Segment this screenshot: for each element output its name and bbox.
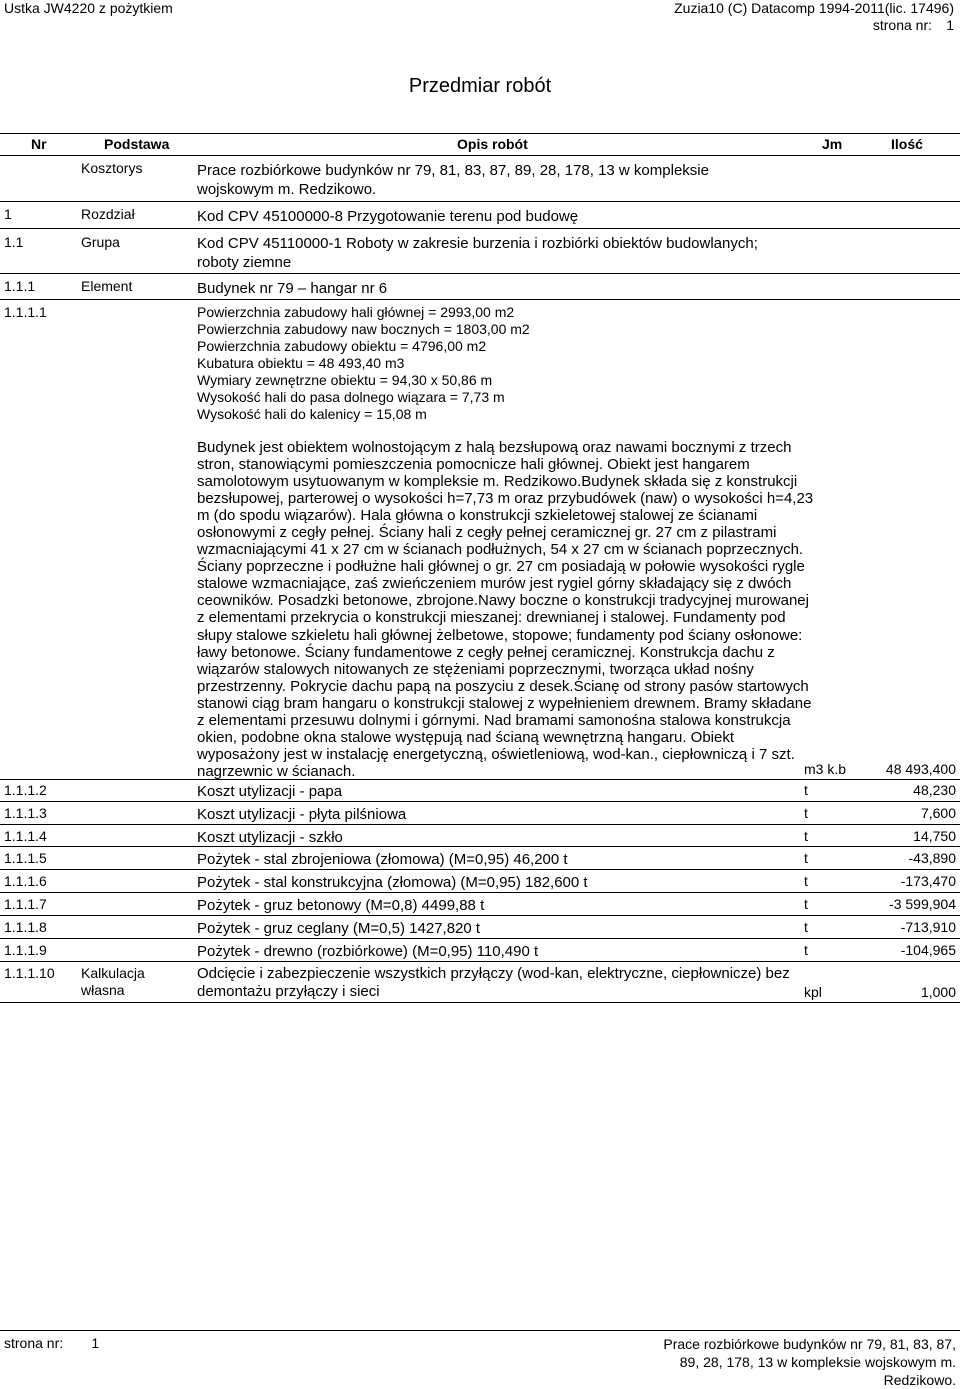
column-header-jm: Jm bbox=[822, 136, 843, 152]
row-ilosc: 1,000 bbox=[920, 984, 956, 1000]
description-line: m (do spodu wiązarów). Hala główna o konstrukcji szkieletowej stalowej ze ścianami bbox=[197, 507, 758, 525]
column-header-podstawa: Podstawa bbox=[104, 136, 170, 152]
footer-rule bbox=[0, 1330, 960, 1331]
row-ilosc: 48,230 bbox=[913, 782, 956, 798]
description-line: samolotowym usytuowanym w kompleksie m. Redzikowo.Budynek składa się z konstrukcji bbox=[197, 473, 798, 491]
row-opis: Pożytek - stal konstrukcyjna (złomowa) (M=0,95) 182,600 t bbox=[197, 874, 588, 891]
row-podstawa: Element bbox=[81, 278, 133, 294]
footer-page-number bbox=[4, 1335, 99, 1352]
header-page-value: 1 bbox=[946, 17, 954, 33]
row-ilosc: 14,750 bbox=[913, 828, 956, 844]
column-header-ilosc: Ilość bbox=[891, 136, 923, 152]
description-line: bezsłupowej, parterowej o wysokości h=7,73 m oraz przybudówek (naw) o wysokości h=4,23 bbox=[197, 490, 814, 508]
description-line: słupy stalowe szkieletu hali głównej żelbetowe, stopowe; fundamenty pod ściany osłonowe: bbox=[197, 626, 803, 644]
footer-page-value: 1 bbox=[91, 1335, 100, 1351]
footer-title-line: Prace rozbiórkowe budynków nr 79, 81, 83, 87, bbox=[663, 1336, 956, 1352]
row-opis: Pożytek - gruz ceglany (M=0,5) 1427,820 t bbox=[197, 920, 481, 937]
header-page-label: strona nr: bbox=[872, 17, 932, 33]
row-podstawa: Kosztorys bbox=[81, 160, 143, 176]
row-divider bbox=[0, 915, 960, 916]
description-line: wiązarów stalowych nitowanych ze stężeniami poprzecznymi, tworząca układ nośny bbox=[197, 660, 754, 678]
row-nr: 1.1.1.5 bbox=[4, 850, 47, 866]
row-opis-line: Odcięcie i zabezpieczenie wszystkich przyłączy (wod-kan, elektryczne, ciepłownicze) bez bbox=[197, 965, 790, 982]
row-jm: t bbox=[804, 873, 808, 889]
row-ilosc: 7,600 bbox=[920, 805, 956, 821]
table-top-rule bbox=[0, 133, 960, 134]
row-nr: 1.1.1.7 bbox=[4, 896, 47, 912]
row-ilosc: -173,470 bbox=[900, 873, 956, 889]
row-divider bbox=[0, 299, 960, 300]
row-podstawa: Rozdział bbox=[81, 206, 135, 222]
parameter-line: Wymiary zewnętrzne obiektu = 94,30 x 50,86 m bbox=[197, 372, 493, 388]
parameter-line: Powierzchnia zabudowy obiektu = 4796,00 m2 bbox=[197, 338, 487, 354]
row-ilosc: -104,965 bbox=[900, 942, 956, 958]
row-nr: 1.1.1.4 bbox=[4, 828, 47, 844]
column-header-nr: Nr bbox=[31, 136, 47, 152]
row-ilosc: -43,890 bbox=[908, 850, 956, 866]
row-divider bbox=[0, 938, 960, 939]
row-divider bbox=[0, 273, 960, 274]
row-divider bbox=[0, 892, 960, 893]
table-bottom-rule bbox=[0, 1002, 960, 1003]
description-line: z elementami przekrycia o konstrukcji mieszanej: drewnianej i stalowej. Fundamenty pod bbox=[197, 609, 786, 627]
row-nr: 1.1.1.2 bbox=[4, 782, 47, 798]
row-divider bbox=[0, 846, 960, 847]
row-opis: Koszt utylizacji - płyta pilśniowa bbox=[197, 806, 407, 823]
row-nr: 1.1.1.1 bbox=[4, 304, 47, 320]
row-jm: t bbox=[804, 919, 808, 935]
row-opis: Koszt utylizacji - papa bbox=[197, 783, 343, 800]
header-right-text: Zuzia10 (C) Datacomp 1994-2011(lic. 17496) bbox=[674, 0, 954, 16]
row-divider bbox=[0, 201, 960, 202]
row-divider bbox=[0, 801, 960, 802]
column-header-opis: Opis robót bbox=[457, 136, 528, 152]
parameter-line: Powierzchnia zabudowy hali głównej = 2993,00 m2 bbox=[197, 304, 515, 320]
row-parameters bbox=[197, 304, 787, 423]
row-nr: 1.1.1.10 bbox=[4, 965, 55, 981]
description-line: przestrzenny. Pokrycie dachu papą na poszyciu z desek.Ścianę od strony pasów startowych bbox=[197, 677, 809, 695]
parameter-line: Powierzchnia zabudowy naw bocznych = 1803,00 m2 bbox=[197, 321, 530, 337]
row-jm: t bbox=[804, 942, 808, 958]
description-line: wyposażony jest w instalację energetyczną, oświetleniową, wod-kan., ciepłowniczą i 7 szt. bbox=[197, 745, 795, 763]
row-ilosc: 48 493,400 bbox=[885, 761, 956, 777]
parameter-line: Wysokość hali do kalenicy = 15,08 m bbox=[197, 406, 427, 422]
description-line: Ściany poprzeczne i podłużne hali głównej o gr. 27 cm posiadają w połowie wysokości rygle bbox=[197, 558, 805, 576]
description-line: nagrzewnic w ścianach. bbox=[197, 762, 356, 780]
row-description bbox=[197, 439, 814, 780]
header-left-text: Ustka JW4220 z pożytkiem bbox=[4, 0, 173, 16]
row-opis: Kod CPV 45110000-1 Roboty w zakresie burzenia i rozbiórki obiektów budowlanych; roboty ziemne bbox=[197, 235, 758, 271]
row-opis: Pożytek - gruz betonowy (M=0,8) 4499,88 t bbox=[197, 897, 485, 914]
row-ilosc: -713,910 bbox=[900, 919, 956, 935]
description-line: stalowe wzmacniające, zaś zwieńczeniem murów jest rygiel górny składający się z dwóch bbox=[197, 575, 792, 593]
row-divider bbox=[0, 824, 960, 825]
row-divider bbox=[0, 779, 960, 780]
row-nr: 1 bbox=[4, 206, 12, 222]
row-nr: 1.1.1 bbox=[4, 278, 36, 294]
description-line: stron, stanowiącymi pomieszczenia pomocnicze hali głównej. Obiekt jest hangarem bbox=[197, 456, 750, 474]
row-jm: t bbox=[804, 805, 808, 821]
description-line: Budynek jest obiektem wolnostojącym z halą bezsłupową oraz nawami bocznymi z trzech bbox=[197, 439, 792, 456]
header-page-number bbox=[873, 17, 954, 34]
row-jm: t bbox=[804, 850, 808, 866]
footer-title-line: 89, 28, 178, 13 w kompleksie wojskowym m. bbox=[679, 1354, 956, 1370]
row-opis bbox=[197, 965, 790, 1001]
row-opis: Budynek nr 79 – hangar nr 6 bbox=[197, 280, 388, 297]
description-line: ceowników. Posadzki betonowe, zbrojone.Nawy boczne o konstrukcji tradycyjnej murowanej bbox=[197, 592, 809, 610]
row-nr: 1.1.1.8 bbox=[4, 919, 47, 935]
row-nr: 1.1 bbox=[4, 234, 24, 250]
row-nr: 1.1.1.3 bbox=[4, 805, 47, 821]
row-nr: 1.1.1.6 bbox=[4, 873, 47, 889]
row-opis: Pożytek - stal zbrojeniowa (złomowa) (M=0,95) 46,200 t bbox=[197, 851, 568, 868]
description-line: ławy betonowe. Ściany fundamentowe z cegły pełnej ceramicznej. Konstrukcja dachu z bbox=[197, 643, 775, 661]
table-header-rule bbox=[0, 155, 960, 156]
row-nr: 1.1.1.9 bbox=[4, 942, 47, 958]
row-divider bbox=[0, 961, 960, 962]
row-ilosc: -3 599,904 bbox=[889, 896, 956, 912]
parameter-line: Kubatura obiektu = 48 493,40 m3 bbox=[197, 355, 405, 371]
footer-title-line: Redzikowo. bbox=[883, 1372, 956, 1388]
description-line: wzmacniającymi 41 x 27 cm w ścianach podłużnych, 54 x 27 cm w ścianach poprzecznych. bbox=[197, 541, 804, 559]
row-jm: t bbox=[804, 896, 808, 912]
footer-document-title bbox=[663, 1335, 956, 1389]
row-podstawa: Grupa bbox=[81, 234, 120, 250]
description-line: osłonowymi z cegły pełnej. Ściany hali z cegły pełnej ceramicznej gr. 27 cm z pilastrami bbox=[197, 524, 777, 542]
row-opis: Kod CPV 45100000-8 Przygotowanie terenu pod budowę bbox=[197, 208, 579, 225]
row-podstawa-line: Kalkulacja bbox=[81, 965, 145, 981]
parameter-line: Wysokość hali do pasa dolnego wiązara = 7,73 m bbox=[197, 389, 505, 405]
row-divider bbox=[0, 869, 960, 870]
row-jm: t bbox=[804, 828, 808, 844]
description-line: okien, podobne okna stalowe występują nad ścianą wewnętrzną hangaru. Obiekt bbox=[197, 728, 735, 746]
page-title: Przedmiar robót bbox=[408, 75, 552, 97]
row-opis: Koszt utylizacji - szkło bbox=[197, 829, 343, 846]
row-opis-line: demontażu przyłączy i sieci bbox=[197, 983, 380, 1000]
row-podstawa-line: własna bbox=[81, 982, 125, 998]
row-podstawa bbox=[81, 965, 145, 999]
row-opis: Prace rozbiórkowe budynków nr 79, 81, 83, 87, 89, 28, 178, 13 w kompleksie wojskowym m. Redzikowo. bbox=[197, 162, 709, 198]
description-line: z elementami przesuwu dolnymi i górnymi. Nad bramami samonośna stalowa konstrukcja bbox=[197, 711, 791, 729]
row-jm: t bbox=[804, 782, 808, 798]
row-jm: kpl bbox=[804, 984, 822, 1000]
row-jm: m3 k.b bbox=[804, 761, 847, 777]
footer-page-label: strona nr: bbox=[4, 1335, 64, 1351]
description-line: stanowi ciąg bram hangaru o konstrukcji stalowej z wypełnieniem drewnem. Bramy składane bbox=[197, 694, 812, 712]
row-divider bbox=[0, 228, 960, 229]
row-opis: Pożytek - drewno (rozbiórkowe) (M=0,95) 110,490 t bbox=[197, 943, 539, 960]
